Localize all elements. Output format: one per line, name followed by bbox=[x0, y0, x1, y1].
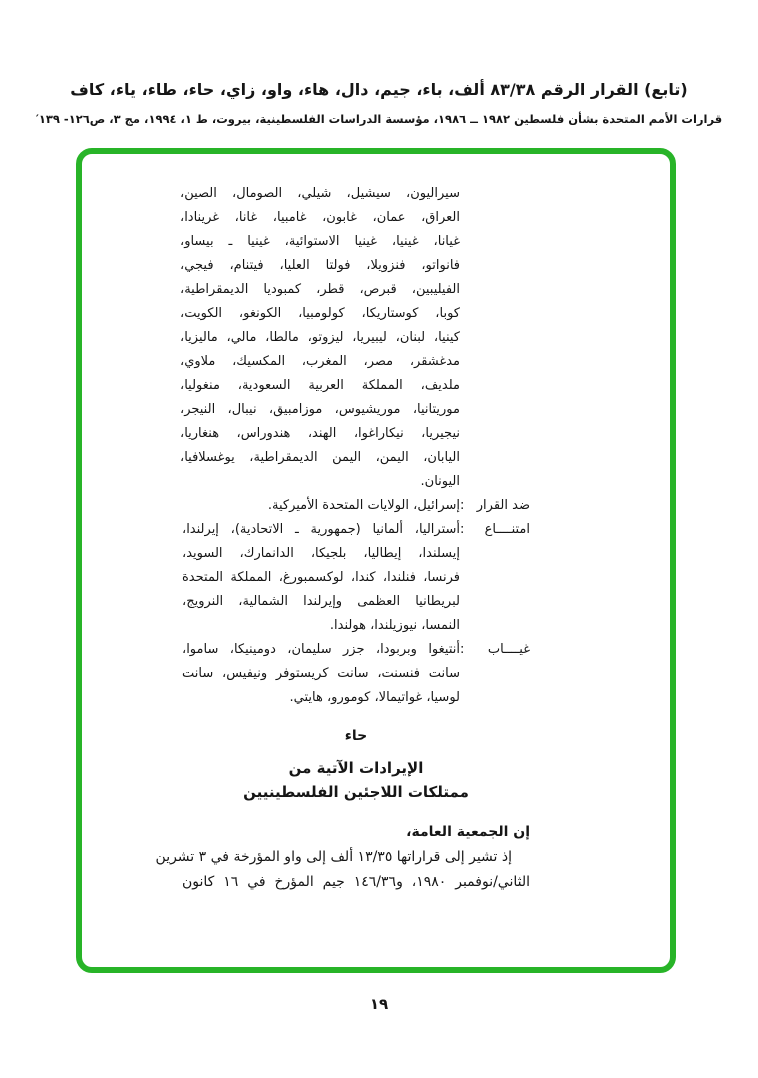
country-line: اليابان، اليمن، اليمن الديمقراطية، يوغسلافيا، bbox=[180, 450, 460, 465]
against-list bbox=[182, 494, 460, 518]
resolution-title: (تابع) القرار الرقم ٨٣/٣٨ ألف، باء، جيم، دال، هاء، واو، زاي، حاء، طاء، ياء، كاف bbox=[70, 80, 688, 99]
absent-section bbox=[182, 638, 530, 710]
absent-label bbox=[460, 638, 530, 710]
country-line: العراق، عمان، غابون، غامبيا، غانا، غرينادا، bbox=[180, 210, 460, 225]
preamble-line: إن الجمعية العامة، bbox=[406, 824, 530, 840]
country-line: النمسا، نيوزيلندا، هولندا. bbox=[329, 618, 460, 633]
country-line: سيراليون، سيشيل، شيلي، الصومال، الصين، bbox=[180, 186, 460, 201]
absent-label-colon: : bbox=[460, 642, 465, 657]
country-line: فانواتو، فنزويلا، فولتا العليا، فيتنام، فيجي، bbox=[180, 258, 460, 273]
section-title-line2: ممتلكات اللاجئين الفلسطينيين bbox=[243, 783, 469, 801]
country-line: نيجيريا، نيكاراغوا، الهند، هندوراس، هنغاريا، bbox=[180, 426, 460, 441]
paragraph-line: الثاني/نوفمبر ١٩٨٠، و١٤٦/٣٦ جيم المؤرخ في ١٦ كانون bbox=[182, 874, 531, 890]
against-label-colon: : bbox=[460, 498, 465, 513]
country-line: أستراليا، ألمانيا (جمهورية ـ الاتحادية)، إيرلندا، bbox=[182, 522, 460, 537]
section-letter-heading: حاء bbox=[344, 728, 368, 744]
country-line: لبريطانيا العظمى وإيرلندا الشمالية، النرويج، bbox=[182, 594, 460, 609]
against-label-text: ضد القرار bbox=[476, 498, 530, 513]
abstain-section bbox=[182, 518, 530, 638]
country-line: مدغشقر، مصر، المغرب، المكسيك، ملاوي، bbox=[180, 354, 460, 369]
country-line: غيانا، غينيا، غينيا الاستوائية، غينيا ـ بيساو، bbox=[180, 234, 460, 249]
abstain-label bbox=[460, 518, 530, 638]
absent-label-text: غيــــاب bbox=[487, 642, 530, 657]
country-line: كوبا، كوستاريكا، كولومبيا، الكونغو، الكويت، bbox=[180, 306, 460, 321]
country-line: فرنسا، فنلندا، كندا، لوكسمبورغ، المملكة المتحدة bbox=[182, 570, 460, 585]
country-line: أنتيغوا وبربودا، جزر سليمان، دومينيكا، ساموا، bbox=[182, 642, 460, 657]
country-line: إيسلندا، إيطاليا، بلجيكا، الدانمارك، السويد، bbox=[182, 546, 460, 561]
page-number: ١٩ bbox=[369, 995, 389, 1013]
paragraph-line: إذ تشير إلى قراراتها ١٣/٣٥ ألف إلى واو المؤرخة في ٣ تشرين bbox=[155, 849, 512, 865]
country-line: اليونان. bbox=[420, 474, 460, 489]
country-line: ملديف، المملكة العربية السعودية، منغوليا، bbox=[180, 378, 460, 393]
abstain-label-text: امتنــــاع bbox=[484, 522, 530, 537]
against-section bbox=[182, 494, 530, 518]
green-border-box bbox=[76, 148, 676, 973]
in-favor-country-list bbox=[180, 182, 460, 494]
country-line: موريتانيا، موريشيوس، موزامبيق، نيبال، النيجر، bbox=[180, 402, 460, 417]
abstain-list bbox=[182, 518, 460, 638]
source-citation: قرارات الأمم المتحدة بشأن فلسطين ١٩٨٢ ــ ١٩٨٦، مؤسسة الدراسات الفلسطينية، بيروت، ط ١، ١٩٩٤، مج ٣، ص١٢٦- ١٣٩′ bbox=[35, 112, 723, 126]
country-line: إسرائيل، الولايات المتحدة الأميركية. bbox=[267, 498, 460, 513]
country-line: لوسيا، غواتيمالا، كومورو، هايتي. bbox=[289, 690, 460, 705]
against-label bbox=[460, 494, 530, 518]
country-line: كينيا، لبنان، ليبيريا، ليزوتو، مالطا، مالي، ماليزيا، bbox=[180, 330, 460, 345]
section-title-line1: الإيرادات الآتية من bbox=[288, 759, 424, 777]
country-line: سانت فنسنت، سانت كريستوفر ونيفيس، سانت bbox=[182, 666, 460, 681]
abstain-label-colon: : bbox=[460, 522, 465, 537]
absent-list bbox=[182, 638, 460, 710]
country-line: الفيليبين، قبرص، قطر، كمبوديا الديمقراطية، bbox=[180, 282, 460, 297]
